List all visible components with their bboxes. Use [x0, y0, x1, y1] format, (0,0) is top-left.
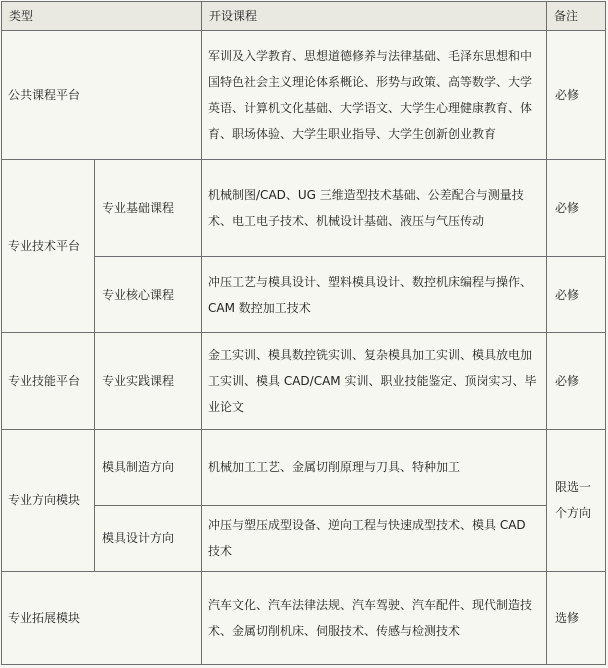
note-cell: 选修 — [547, 571, 606, 664]
header-type: 类型 — [2, 2, 202, 31]
table-row — [2, 333, 606, 429]
note-cell: 必修 — [547, 257, 606, 333]
subcategory-cell: 专业实践课程 — [95, 333, 202, 429]
courses-cell: 冲压与塑压成型设备、逆向工程与快速成型技术、模具 CAD 技术 — [202, 505, 547, 571]
table-row — [2, 571, 606, 664]
courses-cell: 汽车文化、汽车法律法规、汽车驾驶、汽车配件、现代制造技术、金属切削机床、伺服技术、传感与检测技术 — [202, 571, 547, 664]
subcategory-cell: 专业核心课程 — [95, 257, 202, 333]
courses-cell: 机械制图/CAD、UG 三维造型技术基础、公差配合与测量技术、电工电子技术、机械设计基础、液压与气压传动 — [202, 160, 547, 257]
table-row — [2, 429, 606, 505]
note-cell: 必修 — [547, 160, 606, 257]
category-cell: 专业技能平台 — [2, 333, 95, 429]
courses-cell: 金工实训、模具数控铣实训、复杂模具加工实训、模具放电加工实训、模具 CAD/CAM 实训、职业技能鉴定、顶岗实习、毕业论文 — [202, 333, 547, 429]
header-courses: 开设课程 — [202, 2, 547, 31]
subcategory-cell: 模具设计方向 — [95, 505, 202, 571]
header-note: 备注 — [547, 2, 606, 31]
courses-cell: 机械加工工艺、金属切削原理与刀具、特种加工 — [202, 429, 547, 505]
category-cell: 专业技术平台 — [2, 160, 95, 333]
category-cell: 专业方向模块 — [2, 429, 95, 571]
table-row — [2, 31, 606, 160]
note-cell: 必修 — [547, 31, 606, 160]
header-row — [2, 2, 606, 31]
courses-cell: 军训及入学教育、思想道德修养与法律基础、毛泽东思想和中国特色社会主义理论体系概论、形势与政策、高等数学、大学英语、计算机文化基础、大学语文、大学生心理健康教育、体育、职场体验、大学生职业指导、大学生创新创业教育 — [202, 31, 547, 160]
category-cell: 公共课程平台 — [2, 31, 202, 160]
note-cell: 必修 — [547, 333, 606, 429]
subcategory-cell: 专业基础课程 — [95, 160, 202, 257]
subcategory-cell: 模具制造方向 — [95, 429, 202, 505]
table-row — [2, 160, 606, 257]
note-cell: 限选一个方向 — [547, 429, 606, 571]
curriculum-table — [1, 1, 606, 665]
category-cell: 专业拓展模块 — [2, 571, 202, 664]
courses-cell: 冲压工艺与模具设计、塑料模具设计、数控机床编程与操作、CAM 数控加工技术 — [202, 257, 547, 333]
